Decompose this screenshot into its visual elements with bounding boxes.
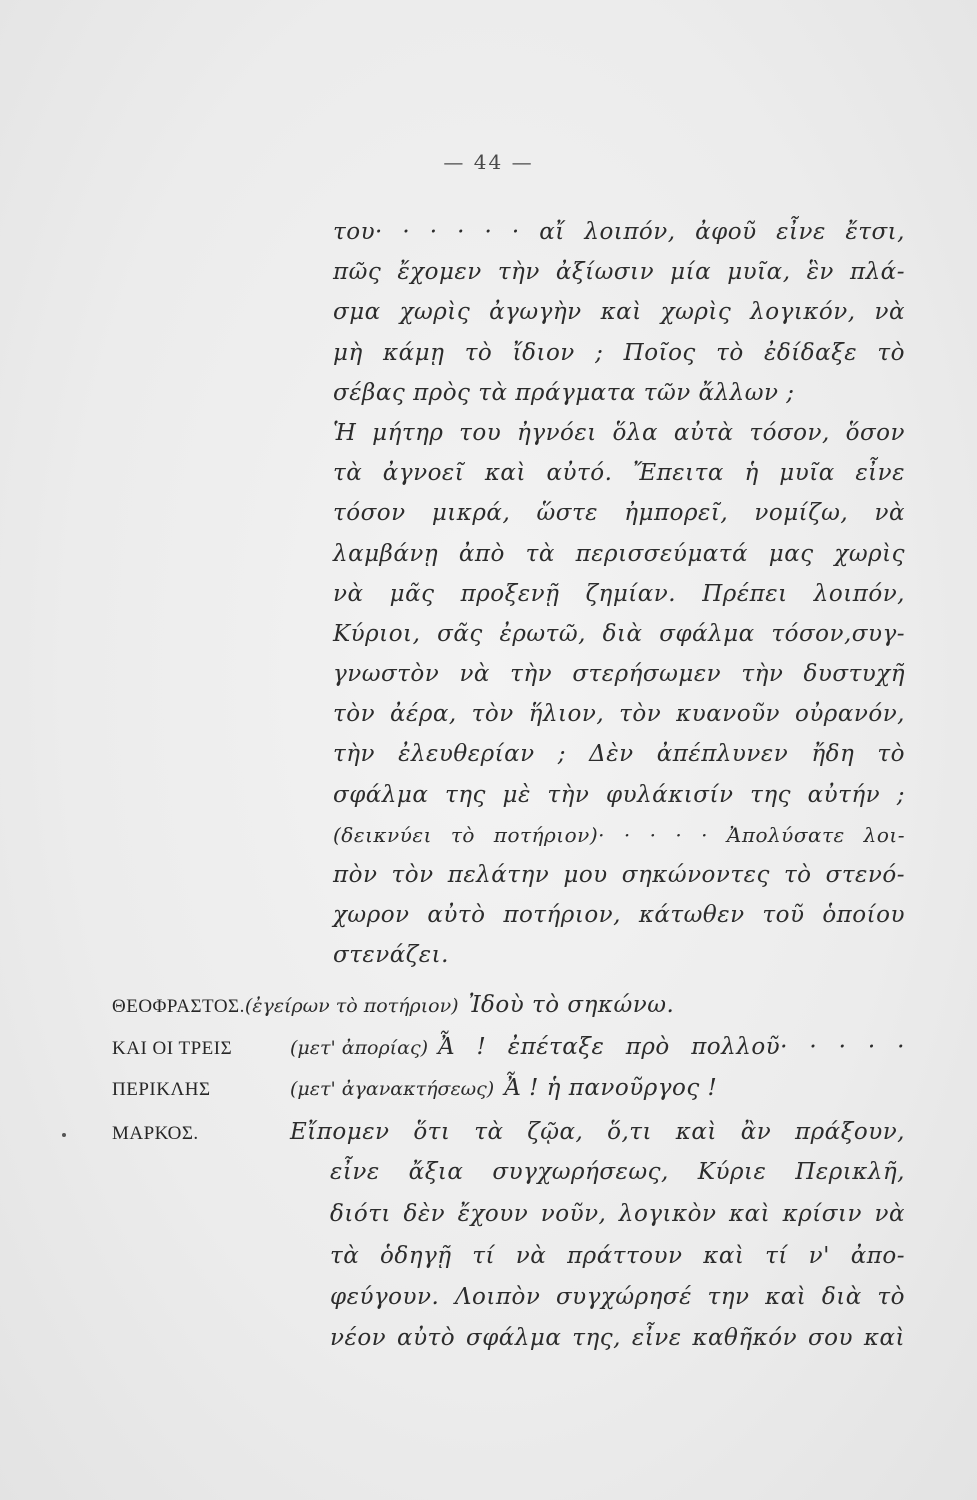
text-line: φεύγουν. Λοιπὸν συγχώρησέ την καὶ διὰ τὸ (330, 1284, 905, 1310)
page-number: — 44 — (443, 150, 534, 174)
spoken-text: Εἴπομεν ὅτι τὰ ζῷα, ὅ,τι καὶ ἂν πράξουν, (290, 1119, 905, 1145)
continuation-paragraph (333, 212, 905, 976)
speech-periklis (112, 1068, 905, 1108)
text-line: γνωστὸν νὰ τὴν στερήσωμεν τὴν δυστυχῆ (333, 661, 905, 688)
text-line: τόσον μικρά, ὥστε ἠμπορεῖ, νομίζω, νὰ (333, 500, 905, 527)
text-line: Κύριοι, σᾶς ἐρωτῶ, διὰ σφάλμα τόσον,συγ- (333, 620, 905, 647)
text-line: σέβας πρὸς τὰ πράγματα τῶν ἄλλων ; (333, 379, 795, 406)
speech-theofrastos (112, 985, 905, 1025)
text-line: μὴ κάμῃ τὸ ἴδιον ; Ποῖος τὸ ἐδίδαξε τὸ (333, 339, 905, 366)
text-line: χωρον αὐτὸ ποτήριον, κάτωθεν τοῦ ὁποίου (333, 902, 905, 929)
speech-markos (112, 1112, 905, 1152)
margin-speck (62, 1133, 66, 1137)
text-line: νέον αὐτὸ σφάλμα της, εἶνε καθῆκόν σου καὶ (330, 1325, 905, 1351)
stage-direction: (ἐγείρων τὸ ποτήριον) (244, 995, 459, 1017)
spoken-text: Ἆ ! ἐπέταξε πρὸ πολλοῦ· · · · · (438, 1034, 905, 1060)
speaker-name: ΠΕΡΙΚΛΗΣ (112, 1079, 211, 1100)
text-line: του· · · · · · αἴ λοιπόν, ἀφοῦ εἶνε ἔτσι, (333, 219, 905, 245)
text-line: τὰ ὁδηγῇ τί νὰ πράττουν καὶ τί ν' ἀπο- (330, 1243, 905, 1269)
spoken-text: Ἆ ! ἡ πανοῦργος ! (504, 1075, 718, 1101)
spoken-text: Ἰδοὺ τὸ σηκώνω. (468, 992, 675, 1018)
text-line: διότι δὲν ἔχουν νοῦν, λογικὸν καὶ κρίσιν νὰ (330, 1201, 905, 1227)
text-line: Ἡ μήτηρ του ἠγνόει ὅλα αὐτὰ τόσον, ὅσον (333, 419, 905, 446)
text-line: πῶς ἔχομεν τὴν ἀξίωσιν μία μυῖα, ἓν πλά- (333, 259, 905, 286)
speaker-name: ΚΑΙ ΟΙ ΤΡΕΙΣ (112, 1038, 233, 1059)
text-line: σμα χωρὶς ἀγωγὴν καὶ χωρὶς λογικόν, νὰ (333, 299, 905, 326)
speaker-name: ΜΑΡΚΟΣ. (112, 1123, 199, 1144)
stage-direction-line: (δεικνύει τὸ ποτήριον)· · · · · Ἀπολύσατε λοι- (333, 822, 905, 847)
stage-direction: (μετ' ἀπορίας) (290, 1037, 428, 1059)
stage-direction: (μετ' ἀγανακτήσεως) (290, 1078, 495, 1100)
speech-kai-oi-treis (112, 1027, 905, 1067)
text-line: τὴν ἐλευθερίαν ; Δὲν ἀπέπλυνεν ἤδη τὸ (333, 741, 905, 768)
text-line: νὰ μᾶς προξενῇ ζημίαν. Πρέπει λοιπόν, (333, 580, 905, 607)
text-line: σφάλμα της μὲ τὴν φυλάκισίν της αὐτήν ; (333, 781, 905, 808)
text-line: λαμβάνῃ ἀπὸ τὰ περισσεύματά μας χωρὶς (333, 540, 905, 567)
text-line: πὸν τὸν πελάτην μου σηκώνοντες τὸ στενό- (333, 862, 905, 888)
text-line: τὰ ἀγνοεῖ καὶ αὐτό. Ἔπειτα ἡ μυῖα εἶνε (333, 460, 905, 487)
speaker-name: ΘΕΟΦΡΑΣΤΟΣ. (112, 996, 245, 1017)
text-line: τὸν ἀέρα, τὸν ἥλιον, τὸν κυανοῦν οὐρανόν, (333, 701, 905, 728)
text-line: εἶνε ἄξια συγχωρήσεως, Κύριε Περικλῆ, (330, 1159, 905, 1185)
text-line: στενάζει. (333, 942, 449, 969)
